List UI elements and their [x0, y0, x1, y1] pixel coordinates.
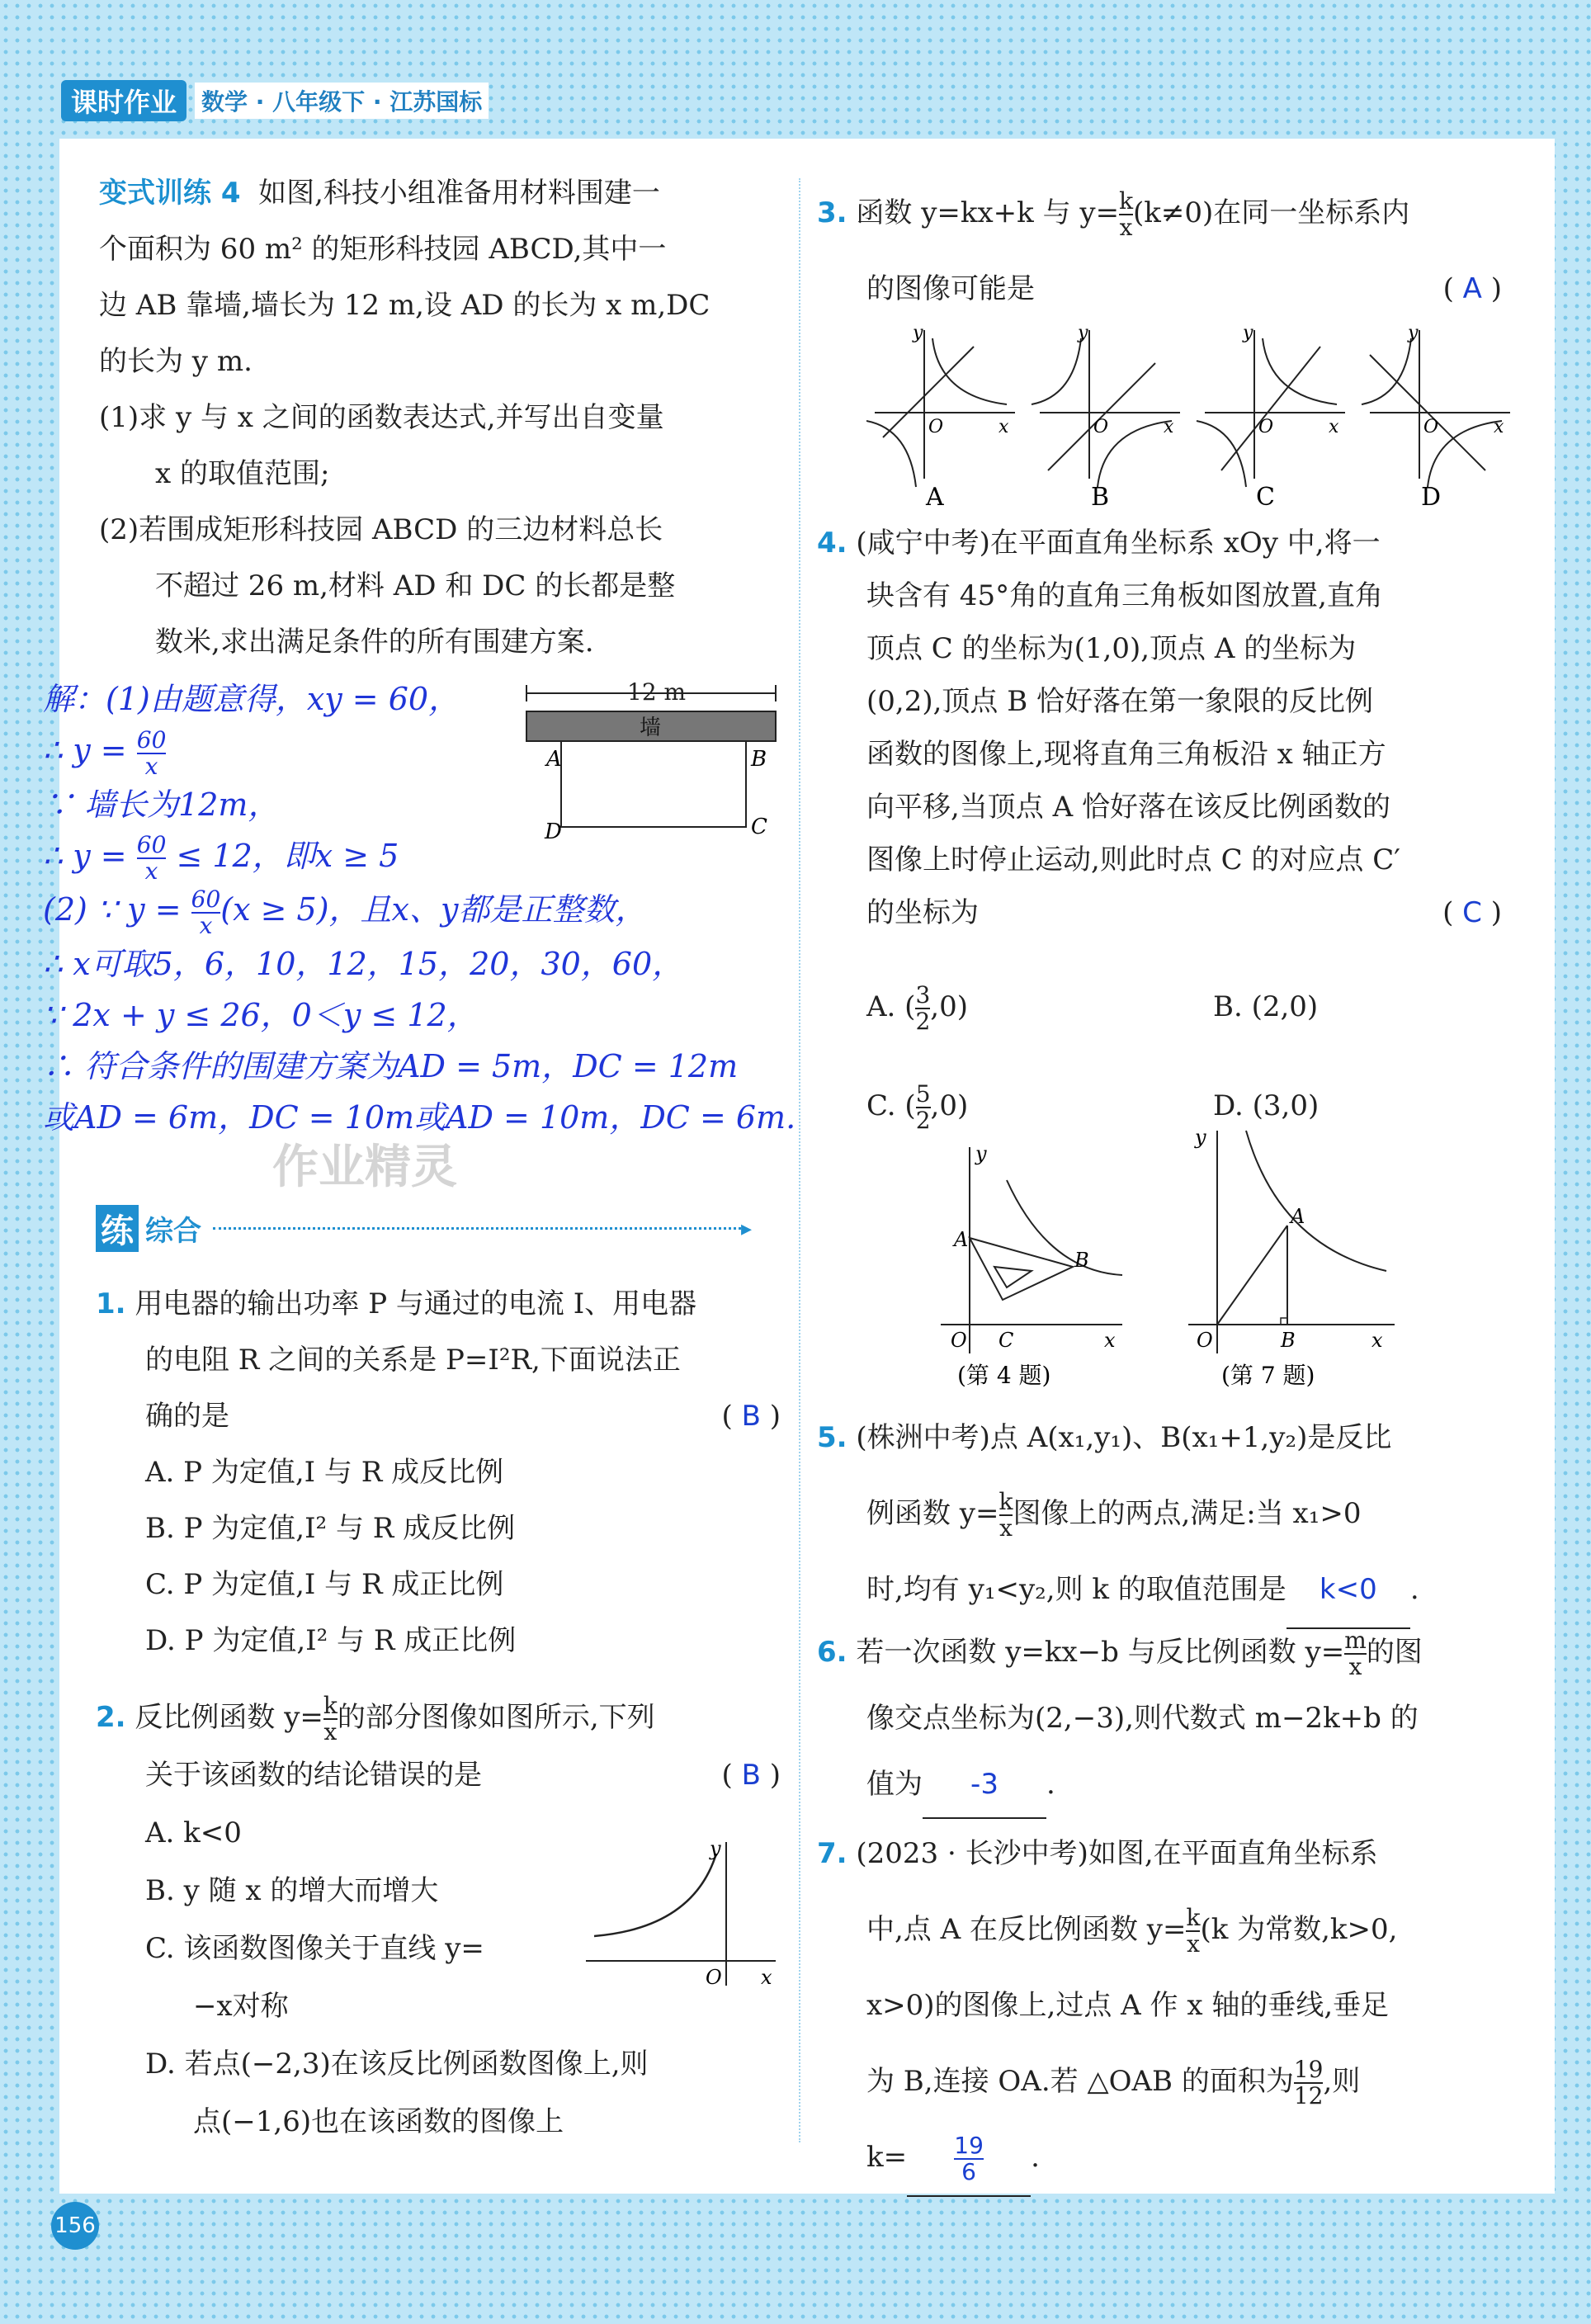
point-c-label: C — [999, 1329, 1014, 1352]
question-line: (0,2),顶点 B 恰好落在第一象限的反比例 — [866, 685, 1374, 718]
graph-a — [866, 323, 1015, 512]
solution-line: ∴ y = — [43, 837, 127, 874]
frac-num: m — [1344, 1627, 1367, 1654]
frac-num: k — [999, 1488, 1013, 1515]
solution-line: ∵ 墙长为12m， — [43, 786, 280, 823]
figure-q4 — [924, 1131, 1139, 1395]
frac-den: 2 — [915, 1107, 931, 1134]
y-axis-label: y — [1408, 323, 1419, 343]
question-number: 4. — [817, 527, 847, 560]
solution-line: ∴ 符合条件的围建方案为AD = 5m，DC = 12m — [43, 1047, 739, 1084]
option-a: A. k<0 — [145, 1816, 242, 1849]
answer-fill: -3 — [970, 1768, 999, 1801]
question-line: 若一次函数 y=kx−b 与反比例函数 y= — [856, 1636, 1345, 1669]
question-line: 向平移,当顶点 A 恰好落在该反比例函数的 — [866, 791, 1390, 824]
variant-label: 变式训练 4 — [99, 177, 241, 210]
option-c-tail: ,0 — [930, 1089, 957, 1122]
variant-q1: (1)求 y 与 x 之间的函数表达式,并写出自变量 — [99, 401, 664, 434]
origin-label: O — [1197, 1329, 1213, 1352]
frac-den: x — [1348, 1653, 1362, 1680]
point-c-label: C — [751, 815, 767, 839]
option-a: A. — [866, 990, 896, 1023]
variant-line: 的长为 y m. — [99, 345, 253, 378]
graph-b — [1032, 323, 1180, 512]
origin-label: O — [1093, 417, 1109, 437]
question-line: 的图 — [1366, 1636, 1423, 1669]
frac-num: k — [323, 1692, 338, 1719]
y-axis-label: y — [1078, 323, 1088, 343]
question-line: 顶点 C 的坐标为(1,0),顶点 A 的坐标为 — [866, 632, 1357, 665]
frac-num: 5 — [915, 1080, 931, 1108]
question-line: 函数 y=kx+k 与 y= — [856, 196, 1120, 229]
book-breadcrumb: 数学 · 八年级下 · 江苏国标 — [195, 83, 489, 119]
hyperbola-branch — [594, 1854, 716, 1936]
point-d-label: D — [545, 820, 562, 842]
option-c: C. — [866, 1089, 896, 1122]
variant-q2: 数米,求出满足条件的所有围建方案. — [155, 626, 594, 659]
frac-num: 19 — [1293, 2056, 1324, 2083]
x-axis-label: x — [1494, 417, 1504, 437]
question-line: x>0)的图像上,过点 A 作 x 轴的垂线,垂足 — [866, 1989, 1390, 2022]
figure-caption: (第 4 题) — [957, 1362, 1051, 1389]
figure-q7 — [1172, 1122, 1411, 1395]
option-d: D. 若点(−2,3)在该反比例函数图像上,则 — [145, 2048, 649, 2081]
question-line: 的图像可能是 — [866, 272, 1035, 305]
question-line: 图像上时停止运动,则此时点 C 的对应点 C′ — [866, 843, 1400, 876]
y-axis-label: y — [975, 1142, 987, 1165]
section-rule — [213, 1227, 741, 1230]
question-number: 6. — [817, 1636, 847, 1669]
question-number: 7. — [817, 1837, 847, 1870]
option-a-tail: ,0 — [930, 990, 957, 1023]
question-line: 反比例函数 y= — [135, 1701, 323, 1734]
q3-graphs — [866, 322, 1527, 512]
frac-den: x — [999, 1514, 1013, 1542]
variant-q2: 不超过 26 m,材料 AD 和 DC 的长都是整 — [155, 569, 676, 602]
option-b: B. (2,0) — [1213, 990, 1319, 1023]
variant-line: 边 AB 靠墙,墙长为 12 m,设 AD 的长为 x m,DC — [99, 289, 711, 322]
y-axis-label: y — [710, 1837, 721, 1860]
answer-den: 6 — [961, 2158, 976, 2185]
question-number: 5. — [817, 1421, 847, 1454]
question-line: 像交点坐标为(2,−3),则代数式 m−2k+b 的 — [866, 1702, 1419, 1735]
graph-label: B — [1091, 483, 1110, 512]
x-axis-label: x — [999, 417, 1009, 437]
option-d: D. (3,0) — [1213, 1089, 1320, 1122]
question-7 — [817, 1816, 1502, 2197]
frac-den: x — [144, 857, 158, 885]
question-line: k= — [866, 2141, 908, 2174]
solution-line: 或AD = 6m，DC = 10m或AD = 10m，DC = 6m. — [43, 1098, 796, 1136]
x-axis-label: x — [1371, 1329, 1383, 1352]
question-line: . — [1409, 1573, 1419, 1606]
question-line: 关于该函数的结论错误的是 — [145, 1759, 482, 1792]
segment-oa — [1217, 1226, 1287, 1325]
hyperbola — [1007, 1180, 1122, 1275]
triangle-ruler — [970, 1238, 1073, 1300]
question-number: 2. — [96, 1701, 126, 1734]
option-c: C. P 为定值,I 与 R 成正比例 — [145, 1568, 504, 1601]
graph-label: C — [1256, 483, 1275, 512]
section-header — [96, 1205, 752, 1252]
width-label: 12 m — [627, 678, 687, 706]
question-line: (k≠0)在同一坐标系内 — [1133, 196, 1410, 229]
question-4: 4. (咸宁中考)在平面直角坐标系 xOy 中,将一 块含有 45°角的直角三角板如图放置,直角 顶点 C 的坐标为(1,0),顶点 A 的坐标为 (0,2),顶点 B 恰好落在第一象限的反比例 函数的图像上,现将直角三角板沿 x 轴正方 向平移,当顶点 A 恰好落在该反比例函数的 图像上时停止运动,则此时点 C 的对应点 C′ 的坐标为 ( C ) — [817, 527, 1502, 929]
question-line: 块含有 45°角的直角三角板如图放置,直角 — [866, 579, 1383, 612]
answer-num: 19 — [954, 2132, 984, 2159]
x-axis-label: x — [1329, 417, 1339, 437]
graph-label: D — [1421, 483, 1442, 512]
frac-den: x — [144, 752, 158, 780]
wall-label: 墙 — [640, 716, 662, 740]
option-a: A. P 为定值,I 与 R 成反比例 — [145, 1456, 504, 1489]
option-c: C. 该函数图像关于直线 y= — [145, 1932, 484, 1965]
solution-line: (x ≥ 5)，且x、y都是正整数， — [220, 891, 647, 928]
solution-line: ∵ 2x + y ≤ 26，0＜y ≤ 12， — [43, 996, 479, 1033]
point-a-label: A — [954, 1228, 969, 1251]
variant-q2: (2)若围成矩形科技园 ABCD 的三边材料总长 — [99, 513, 663, 546]
question-line: 图像上的两点,满足:当 x₁>0 — [1013, 1497, 1362, 1530]
frac-den: x — [1119, 214, 1133, 241]
question-1: 1. 用电器的输出功率 P 与通过的电流 I、用电器 的电阻 R 之间的关系是 P=I²R,下面说法正 确的是 ( B ) A. P 为定值,I 与 R 成反比例 B. P 为定值,I² 与 R 成反比例 C. P 为定值,I 与 R 成正比例 D. P 为定值,I² 与 R 成正比例 — [96, 1276, 781, 1669]
question-line: . — [1046, 1768, 1055, 1801]
handwritten-solution — [43, 673, 827, 1143]
point-b-label: B — [751, 747, 767, 772]
question-line: (2023 · 长沙中考)如图,在平面直角坐标系 — [856, 1837, 1378, 1870]
hyperbola — [1246, 1131, 1386, 1271]
y-axis-label: y — [913, 323, 923, 343]
frac-num: 3 — [915, 981, 931, 1008]
x-axis-label: x — [1104, 1329, 1116, 1352]
frac-num: k — [1186, 1904, 1201, 1931]
question-line: 用电器的输出功率 P 与通过的电流 I、用电器 — [135, 1287, 697, 1320]
question-number: 1. — [96, 1287, 126, 1320]
origin-label: O — [1423, 417, 1439, 437]
question-line: (株洲中考)点 A(x₁,y₁)、B(x₁+1,y₂)是反比 — [856, 1421, 1392, 1454]
question-line: 的部分图像如图所示,下列 — [337, 1701, 655, 1734]
option-b: B. P 为定值,I² 与 R 成反比例 — [145, 1512, 516, 1545]
solution-line: (2) ∵ y = — [43, 891, 182, 928]
option-d-cont: 点(−1,6)也在该函数的图像上 — [193, 2105, 564, 2138]
frac-den: x — [1187, 1930, 1200, 1958]
frac-den: x — [199, 911, 213, 939]
question-2: 2. 反比例函数 y= $\frac{k}{x}$ 的部分图像如图所示,下列 关于该函数的结论错误的是 ( B ) A. k<0 B. y 随 x 的增大而增大 C. 该函数图像关于直线 y= −x对称 D. 若点(−2,3)在该反比例函数图像上,则 点(−1,6)也在该函数的图像上 — [96, 1689, 781, 2151]
x-axis-label: x — [761, 1966, 772, 1989]
y-axis-label: y — [1243, 323, 1253, 343]
arrow-icon: ▸ — [741, 1216, 753, 1241]
section-title: 综合 — [145, 1215, 201, 1248]
q4-options: A. ( $\frac{3}{2}$ ,0) B. (2,0) C. ( $\frac{5}{2}$ ,0) D. (3,0) — [866, 957, 1510, 1155]
question-line: 函数的图像上,现将直角三角板沿 x 轴正方 — [866, 738, 1386, 771]
variant-line: 个面积为 60 m² 的矩形科技园 ABCD,其中一 — [99, 233, 667, 266]
question-line: . — [1031, 2141, 1040, 2174]
question-line: 时,均有 y₁<y₂,则 k 的取值范围是 — [866, 1573, 1286, 1606]
point-a-label: A — [546, 747, 562, 772]
figure-caption: (第 7 题) — [1221, 1362, 1315, 1389]
origin-label: O — [951, 1329, 967, 1352]
frac-num: k — [1119, 187, 1134, 215]
answer-choice: B — [741, 1759, 761, 1792]
solution-line: 解：(1)由题意得，xy = 60， — [43, 681, 460, 717]
graph-c — [1197, 323, 1345, 512]
answer-choice: C — [1462, 896, 1482, 929]
solution-line: ≤ 12，即x ≥ 5 — [176, 837, 399, 874]
answer-fill: k<0 — [1319, 1573, 1377, 1606]
question-line: 的电阻 R 之间的关系是 P=I²R,下面说法正 — [145, 1344, 681, 1377]
point-b-label: B — [1074, 1249, 1089, 1272]
frac-num: 60 — [136, 831, 167, 858]
frac-den: 12 — [1293, 2082, 1324, 2109]
watermark: 作业精灵 — [272, 1141, 457, 1194]
option-c-cont: −x对称 — [193, 1990, 289, 2023]
question-5 — [817, 1400, 1502, 1629]
question-line: 例函数 y= — [866, 1497, 999, 1530]
question-3: 3. 函数 y=kx+k 与 y= $\frac{k}{x}$ (k≠0)在同一坐标系内 的图像可能是 ( A ) — [817, 187, 1502, 305]
question-line: 为 B,连接 OA.若 △OAB 的面积为 — [866, 2065, 1294, 2098]
point-b-label: B — [1281, 1329, 1296, 1352]
question-line: (k 为常数,k>0, — [1200, 1913, 1398, 1946]
graph-d — [1362, 323, 1510, 512]
frac-den: x — [323, 1718, 338, 1745]
question-line: 中,点 A 在反比例函数 y= — [866, 1913, 1187, 1946]
frac-num: 60 — [191, 885, 221, 913]
variant-problem — [99, 165, 784, 670]
origin-label: O — [928, 417, 944, 437]
solution-line: ∴ x可取5，6，10，12，15，20，30，60， — [43, 945, 684, 982]
frac-num: 60 — [136, 725, 167, 753]
question-line: (咸宁中考)在平面直角坐标系 xOy 中,将一 — [856, 527, 1381, 560]
section-icon: 练 — [96, 1205, 139, 1252]
answer-choice: A — [1462, 272, 1482, 305]
brand-logo: 课时作业 — [61, 80, 186, 121]
graph-label: A — [926, 483, 944, 512]
answer-choice: B — [741, 1400, 761, 1433]
origin-label: O — [1258, 417, 1274, 437]
option-d: D. P 为定值,I² 与 R 成正比例 — [145, 1624, 517, 1657]
x-axis-label: x — [1164, 417, 1174, 437]
question-line: 的坐标为 — [866, 896, 979, 929]
q2-graph — [578, 1837, 784, 1994]
frac-den: 2 — [915, 1008, 931, 1035]
solution-line: ∴ y = — [43, 732, 127, 768]
column-divider — [799, 178, 800, 2142]
question-line: 值为 — [866, 1768, 923, 1801]
y-axis-label: y — [1195, 1126, 1206, 1149]
variant-q1: x 的取值范围; — [155, 457, 330, 490]
page-header — [61, 83, 489, 119]
variant-line: 如图,科技小组准备用材料围建一 — [258, 177, 660, 210]
question-line: ,则 — [1323, 2065, 1361, 2098]
point-a-label: A — [1291, 1205, 1305, 1228]
question-line: 确的是 — [145, 1400, 229, 1433]
option-b: B. y 随 x 的增大而增大 — [145, 1874, 439, 1907]
origin-label: O — [706, 1966, 722, 1989]
question-6 — [817, 1619, 1502, 1819]
page-number: 156 — [51, 2202, 99, 2250]
question-number: 3. — [817, 196, 847, 229]
